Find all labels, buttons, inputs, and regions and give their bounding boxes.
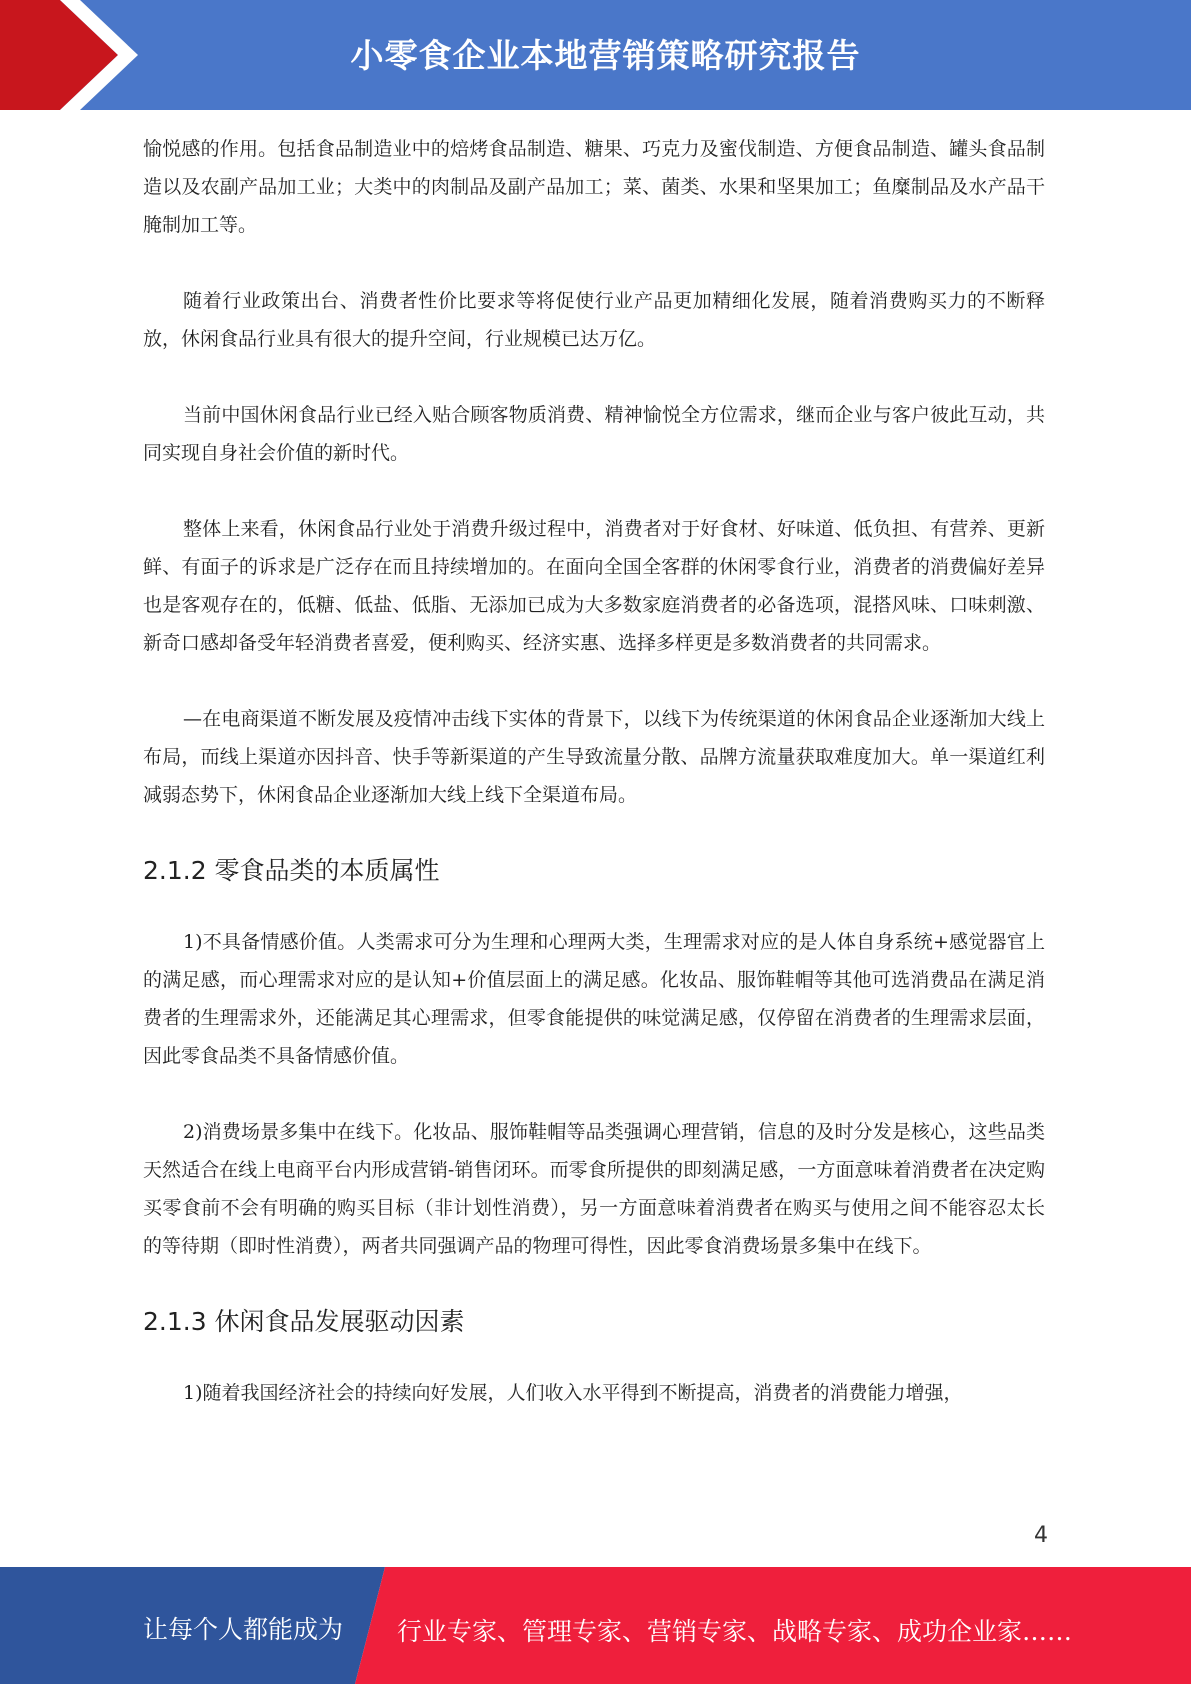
report-title: 小零食企业本地营销策略研究报告 [350, 36, 861, 75]
document-body [143, 130, 1045, 1450]
header-band [0, 0, 1191, 110]
page-number: 4 [1034, 1523, 1048, 1548]
paragraph: 整体上来看，休闲食品行业处于消费升级过程中，消费者对于好食材、好味道、低负担、有营养、更新鲜、有面子的诉求是广泛存在而且持续增加的。在面向全国全客群的休闲零食行业，消费者的消费偏好差异也是客观存在的，低糖、低盐、低脂、无添加已成为大多数家庭消费者的必备选项，混搭风味、口味刺激、新奇口感却备受年轻消费者喜爱，便利购买、经济实惠、选择多样更是多数消费者的共同需求。 [143, 518, 1045, 654]
paragraph: 1)不具备情感价值。人类需求可分为生理和心理两大类，生理需求对应的是人体自身系统+感觉器官上的满足感，而心理需求对应的是认知+价值层面上的满足感。化妆品、服饰鞋帽等其他可选消费品在满足消费者的生理需求外，还能满足其心理需求，但零食能提供的味觉满足感，仅停留在消费者的生理需求层面，因此零食品类不具备情感价值。 [143, 931, 1045, 1067]
paragraph: 1)随着我国经济社会的持续向好发展，人们收入水平得到不断提高，消费者的消费能力增强， [183, 1382, 963, 1404]
section-heading-2-1-3: 2.1.3 休闲食品发展驱动因素 [143, 1307, 465, 1336]
paragraph: 随着行业政策出台、消费者性价比要求等将促使行业产品更加精细化发展，随着消费购买力的不断释放，休闲食品行业具有很大的提升空间，行业规模已达万亿。 [143, 290, 1045, 350]
section-heading-2-1-2: 2.1.2 零食品类的本质属性 [143, 856, 440, 885]
paragraph: —在电商渠道不断发展及疫情冲击线下实体的背景下，以线下为传统渠道的休闲食品企业逐渐加大线上布局，而线上渠道亦因抖音、快手等新渠道的产生导致流量分散、品牌方流量获取难度加大。单一渠道红利减弱态势下，休闲食品企业逐渐加大线上线下全渠道布局。 [143, 708, 1045, 806]
footer-slogan-left: 让每个人都能成为 [143, 1615, 344, 1644]
paragraph: 2)消费场景多集中在线下。化妆品、服饰鞋帽等品类强调心理营销，信息的及时分发是核心，这些品类天然适合在线上电商平台内形成营销-销售闭环。而零食所提供的即刻满足感，一方面意味着消费者在决定购买零食前不会有明确的购买目标（非计划性消费），另一方面意味着消费者在购买与使用之间不能容忍太长的等待期（即时性消费），两者共同强调产品的物理可得性，因此零食消费场景多集中在线下。 [143, 1121, 1045, 1257]
paragraph: 愉悦感的作用。包括食品制造业中的焙烤食品制造、糖果、巧克力及蜜伐制造、方便食品制造、罐头食品制造以及农副产品加工业；大类中的肉制品及副产品加工；菜、菌类、水果和坚果加工；鱼糜制品及水产品干腌制加工等。 [143, 138, 1045, 236]
footer-band [0, 1567, 1191, 1684]
footer-slogan-right: 行业专家、管理专家、营销专家、战略专家、成功企业家…… [397, 1617, 1073, 1646]
paragraph: 当前中国休闲食品行业已经入贴合顾客物质消费、精神愉悦全方位需求，继而企业与客户彼此互动，共同实现自身社会价值的新时代。 [143, 404, 1045, 464]
